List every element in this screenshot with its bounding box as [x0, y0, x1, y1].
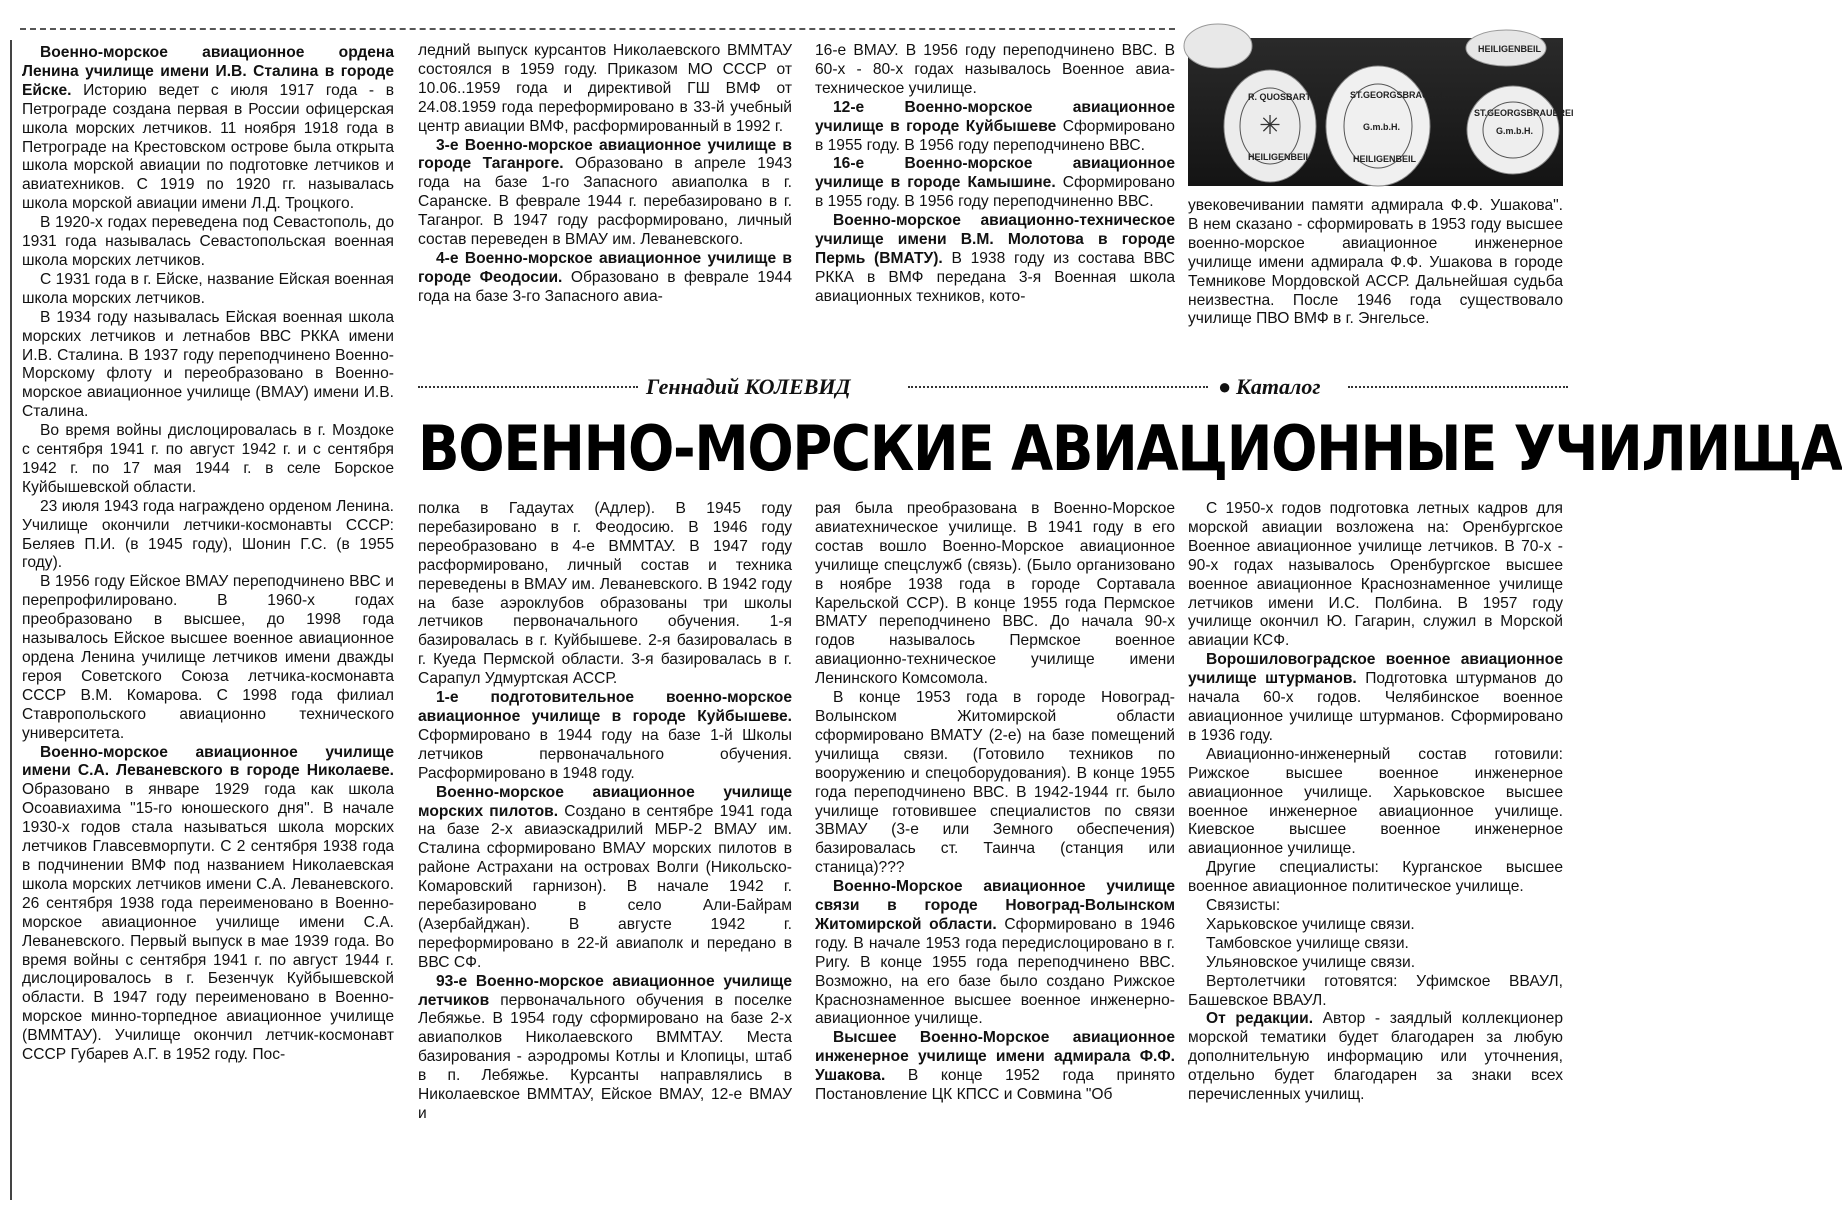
paragraph: [22, 744, 394, 1065]
paragraph-text: Сформировано в 1955 году. В 1956 году переподчиненно ВВС.: [815, 174, 1175, 211]
paragraph: [1188, 197, 1563, 329]
paragraph-text: Связисты:: [1206, 897, 1281, 915]
paragraph: [815, 42, 1175, 99]
byline-dotted-left: [418, 386, 638, 388]
paragraph: [1188, 859, 1563, 897]
column-2-bottom: [418, 500, 792, 1124]
column-4-top: [1188, 197, 1563, 329]
paragraph-text: Во время войны дислоцировалась в г. Моздоке с сентября 1941 г. по август 1942 г. и с сентября 1942 г. по 17 мая 1944 г. в селе Борское Куйбышевской области.: [22, 422, 394, 496]
column-3-bottom: [815, 500, 1175, 1105]
paragraph-text: рая была преобразована в Военно-Морское авиатехническое училище. В 1941 году в его состав вошло Военно-Морское авиационное училище спецслужб (связь). (Было организовано в ноябре 1938 года в городе Сортавала Карельской ССР). В конце 1955 года Пермское ВМАТУ переподчинено ВВС. До начала 90-х годов называлось Пермское военное авиационно-техническое училище имени Ленинского Комсомола.: [815, 500, 1175, 688]
paragraph-text: Автор - заядлый коллекционер морской тематики будет благодарен за любую дополнительную информацию или уточнения, отдельно будет благодарен за знаки всех перечисленных училищ.: [1188, 1010, 1563, 1104]
paragraph-lead: 16-е Военно-морское авиационное училище в городе Камышине.: [815, 155, 1175, 192]
rubric-label: Каталог: [1236, 374, 1321, 399]
seal-3-sub: G.m.b.H.: [1496, 126, 1534, 136]
left-margin-rule: [10, 40, 12, 1200]
paragraph-text: Ульяновское училище связи.: [1206, 953, 1416, 971]
paragraph-text: Харьковское училище связи.: [1206, 915, 1415, 933]
seal-3-text: ST.GEORGSBRAUEREI: [1474, 108, 1574, 118]
paragraph-text: Подготовка штурманов до начала 60-х годов. Челябинское военное авиационное училище штурманов. Сформировано в 1936 году.: [1188, 670, 1563, 744]
paragraph-lead: Военно-Морское авиационное училище связи в городе Новоград-Волынском Житомирской области.: [815, 878, 1175, 933]
seal-2-city: HEILIGENBEIL: [1353, 154, 1417, 164]
paragraph-text: увековечивании памяти адмирала Ф.Ф. Ушакова". В нем сказано - сформировать в 1953 году высшее военно-морское авиационное инженерное училище имени адмирала Ф.Ф. Ушакова в городе Темникове Мордовской АССР. Дальнейшая судьба неизвестна. После 1946 года существовало училище ПВО ВМФ в г. Энгельсе.: [1188, 197, 1563, 328]
paragraph: [1188, 954, 1563, 973]
paragraph-text: В 1920-х годах переведена под Севастополь, до 1931 года называлась Севастопольская военная школа морских летчиков.: [22, 214, 394, 269]
byline-dotted-mid: [908, 386, 1208, 388]
paragraph: [1188, 651, 1563, 746]
paragraph: [1188, 916, 1563, 935]
paragraph: [22, 214, 394, 271]
paragraph-text: 23 июля 1943 года награждено орденом Ленина. Училище окончили летчики-космонавты СССР: Беляев П.И. (в 1945 году), Шонин Г.С. (в 1955 году).: [22, 497, 394, 572]
paragraph: [418, 689, 792, 784]
paragraph: [418, 42, 792, 137]
paragraph: [815, 878, 1175, 1029]
paragraph-text: Сформировано в 1944 году на базе 1-й Школы летчиков первоначального обучения. Расформировано в 1948 году.: [418, 726, 792, 782]
paragraph: [815, 212, 1175, 307]
paragraph: [1188, 500, 1563, 651]
paragraph-text: В 1934 году называлась Ейская военная школа морских летчиков и летнабов ВВС РККА имени И.В. Сталина. В 1937 году переподчинено Военно-Морскому флоту и переобразовано в Военно-морское авиационное училище (ВМАУ) имени И.В. Сталина.: [22, 308, 394, 421]
seal-1-sub: HEILIGENBEIL: [1248, 152, 1312, 162]
paragraph: [418, 784, 792, 973]
paragraph: [418, 250, 792, 307]
paragraph-text: Сформировано в 1946 году. В начале 1953 года передислоцировано в г. Ригу. В конце 1955 года переподчинено ВВС. Возможно, на его базе было создано Рижское Краснознаменное высшее военное инженерно-авиационное училище.: [815, 915, 1175, 1028]
rubric-bullet-icon: ●: [1218, 374, 1232, 399]
paragraph-text: Другие специалисты: Курганское высшее военное авиационное политическое училище.: [1188, 859, 1563, 896]
byline-dotted-right: [1348, 386, 1568, 388]
paragraph-text: В 1938 году из состава ВВС РККА в ВМФ передана 3-я Военная школа авиационных техников, кото-: [815, 249, 1175, 305]
paragraph: [22, 271, 394, 309]
column-1: [22, 44, 394, 1065]
paragraph-lead: Военно-морское авиационное ордена Ленина училище имени И.В. Сталина в городе Ейске.: [22, 44, 394, 99]
seal-1-text: R. QUOSBARTH: [1248, 92, 1318, 102]
paragraph: [418, 500, 792, 689]
paragraph: [1188, 935, 1563, 954]
paragraph-text: Образовано в апреле 1943 года на базе 1-го Запасного авиаполка в г. Саранске. В феврале 1944 г. перебазировано в г. Таганрог. В 1947 году расформировано, личный состав переведен в ВМАУ им. Леваневского.: [418, 155, 792, 249]
seal-2-sub: G.m.b.H.: [1363, 122, 1401, 132]
paragraph-text: Образовано в январе 1929 года как школа Осоавиахима "15-го юношеского дня". В начале 1930-х годов стала называться школа морских летчиков Главсевморпути. С 2 сентября 1938 года в подчинении ВМФ под названием Николаевская школа морских летчиков имени С.А. Леваневского. 26 сентября 1938 года переименовано в Военно-морское авиационное училище имени С.А. Леваневского. Первый выпуск в мае 1939 года. Во время войны с сентября 1941 г. по август 1944 г. дислоцировалось в г. Безенчук Куйбышевской области. В 1947 году переименовано в Военно-морское минно-торпедное авиационное училище (ВММТАУ). Училище окончил летчик-космонавт СССР Губарев А.Г. в 1952 году. Пос-: [22, 781, 394, 1064]
paragraph-text: С 1931 года в г. Ейске, название Ейская военная школа морских летчиков.: [22, 270, 394, 307]
paragraph-text: Образовано в феврале 1944 года на базе 3-го Запасного авиа-: [418, 268, 793, 305]
paragraph: [815, 155, 1175, 212]
paragraph: [22, 573, 394, 743]
paragraph-lead: 4-е Военно-морское авиационное училище в городе Феодосии.: [418, 249, 792, 286]
paragraph-text: Авиационно-инженерный состав готовили: Рижское высшее военное инженерное авиационное училище. Харьковское высшее военное инженерное авиационное училище. Киевское высшее военное инженерное авиационное училище.: [1188, 745, 1563, 858]
paragraph-text: В 1956 году Ейское ВМАУ переподчинено ВВС и перепрофилировано. В 1960-х годах преобразовано в высшее, до 1998 года называлось Ейское высшее военное авиационное ордена Ленина училище летчиков имени дважды героя Советского Союза летчика-космонавта СССР В.М. Комарова. С 1998 года филиал Ставропольского авиационно технического университета.: [22, 573, 394, 742]
paragraph-lead: 93-е Военно-морское авиационное училище летчиков: [418, 972, 792, 1009]
paragraph-text: 16-е ВМАУ. В 1956 году переподчинено ВВС. В 60-х - 80-х годах называлось Военное авиа-техническое училище.: [815, 42, 1175, 97]
paragraph: [815, 689, 1175, 878]
paragraph-lead: Военно-морское авиационное училище имени С.А. Леваневского в городе Николаеве.: [22, 743, 394, 780]
paragraph-lead: Ворошиловоградское военное авиационное училище штурманов.: [1188, 651, 1563, 688]
author-name: Геннадий КОЛЕВИД: [646, 374, 851, 399]
paragraph-text: Историю ведет с июля 1917 года - в Петрограде создана первая в России офицерская школа морских летчиков. 11 ноября 1918 года в Петрограде на Крестовском острове была открыта школа морской авиации по подготовке летчиков и авиатехников. С 1919 по 1920 гг. называлась школа морской авиации имени Л.Д. Троцкого.: [22, 81, 394, 213]
paragraph: [418, 973, 792, 1124]
seal-2-text: ST.GEORGSBRAUEREI: [1350, 90, 1450, 100]
seal-4-text: HEILIGENBEIL: [1478, 44, 1542, 54]
paragraph-text: В конце 1953 года в городе Новоград-Волынском Житомирской области сформировано ВМАТУ (2-е) на базе помещений училища связи. (Готовило техников по вооружению и спецоборудования). В конце 1955 года переподчинено ВВС. В 1942-1944 гг. было училище готовившее специалистов по связи ЗВМАУ (3-е или Земного обеспечения) базировалась ст. Таинча (станция или станица)???: [815, 689, 1175, 877]
photo-illustration: [1188, 38, 1574, 186]
paragraph: [22, 309, 394, 422]
star-icon: ✳: [1259, 110, 1281, 140]
paragraph: [1188, 973, 1563, 1011]
paragraph: [1188, 897, 1563, 916]
column-2-top: [418, 42, 792, 307]
paragraph-text: Вертолетчики готовятся: Уфимское ВВАУЛ, Башевское ВВАУЛ.: [1188, 972, 1563, 1009]
paragraph-text: Создано в сентябре 1941 года на базе 2-х авиаэскадрилий МБР-2 ВМАУ им. Сталина сформировано ВМАУ морских пилотов в районе Астрахани на островах Волги (Никольско-Комаровский гарнизон). В начале 1942 г. перебазировано в село Али-Байрам (Азербайджан). В августе 1942 г. переформировано в 22-й авиаполк и передано в ВВС СФ.: [418, 802, 792, 971]
page-headline: ВОЕННО-МОРСКИЕ АВИАЦИОННЫЕ УЧИЛИЩА: [418, 412, 1842, 485]
paragraph-lead: 12-е Военно-морское авиационное училище в городе Куйбышеве: [815, 98, 1175, 135]
paragraph-text: полка в Гадаутах (Адлер). В 1945 году перебазировано в г. Феодосию. В 1946 году переобразовано в 4-е ВММТАУ. В 1947 году расформировано, личный состав и техника переведены в ВМАУ им. Леваневского. В 1942 году на базе аэроклубов образованы три школы летчиков первоначального обучения. 1-я базировалась в г. Куйбышеве. 2-я базировалась в г. Куеда Пермской области. 3-я базировалась в г. Сарапул Удмуртская АССР.: [418, 500, 792, 688]
paragraph-lead: Военно-морское авиационно-техническое училище имени В.М. Молотова в городе Пермь (ВМАТУ).: [815, 212, 1175, 267]
column-4-bottom: [1188, 500, 1563, 1105]
paragraph-lead: От редакции.: [1206, 1010, 1314, 1028]
paragraph-lead: Высшее Военно-Морское авиационное инженерное училище имени адмирала Ф.Ф. Ушакова.: [815, 1029, 1175, 1085]
paragraph-text: ледний выпуск курсантов Николаевского ВММТАУ состоялся в 1959 году. Приказом МО СССР от 10.06..1959 года и директивой ГШ ВМФ от 24.08.1959 года переформировано в 33-й учебный центр авиации ВМФ, расформированный в 1992 г.: [418, 42, 792, 135]
beer-bottle-stoppers-photo: [1188, 38, 1574, 186]
paragraph-lead: 1-е подготовительное военно-морское авиационное училище в городе Куйбышеве.: [418, 689, 792, 725]
paragraph: [815, 1029, 1175, 1105]
paragraph: [22, 422, 394, 498]
paragraph-text: первоначального обучения в поселке Лебяжье. В 1954 году сформировано на базе 2-х авиаполков Николаевского ВММТАУ. Места базирования - аэродромы Котлы и Клопицы, штаб в п. Лебяжье. Курсанты направлялись в Николаевское ВММТАУ, Ейское ВМАУ, 12-е ВМАУ и: [418, 991, 792, 1122]
paragraph: [815, 99, 1175, 156]
top-cut-line: [20, 28, 1175, 30]
paragraph: [22, 498, 394, 574]
paragraph: [1188, 746, 1563, 859]
paragraph-text: В конце 1952 года принято Постановление ЦК КПСС и Совмина "Об: [815, 1067, 1175, 1104]
paragraph: [418, 137, 792, 250]
paragraph-text: С 1950-х годов подготовка летных кадров для морской авиации возложена на: Оренбургское Военное авиационное училище летчиков. В 70-х - 90-х годах называлось Оренбургское высшее военное авиационное Краснознаменное училище летчиков имени И.С. Полбина. В 1957 году училище окончил Ю. Гагарин, служил в Морской авиации КСФ.: [1188, 500, 1563, 650]
column-3-top: [815, 42, 1175, 307]
paragraph-lead: 3-е Военно-морское авиационное училище в городе Таганроге.: [418, 136, 792, 173]
paragraph-text: Тамбовское училище связи.: [1206, 934, 1409, 952]
byline-bar: [418, 375, 1568, 399]
paragraph: [22, 44, 394, 214]
paragraph-text: Сформировано в 1955 году. В 1956 году переподчинено ВВС.: [815, 117, 1175, 154]
paragraph: [1188, 1010, 1563, 1105]
paragraph: [815, 500, 1175, 689]
paragraph-lead: Военно-морское авиационное училище морских пилотов.: [418, 783, 792, 820]
